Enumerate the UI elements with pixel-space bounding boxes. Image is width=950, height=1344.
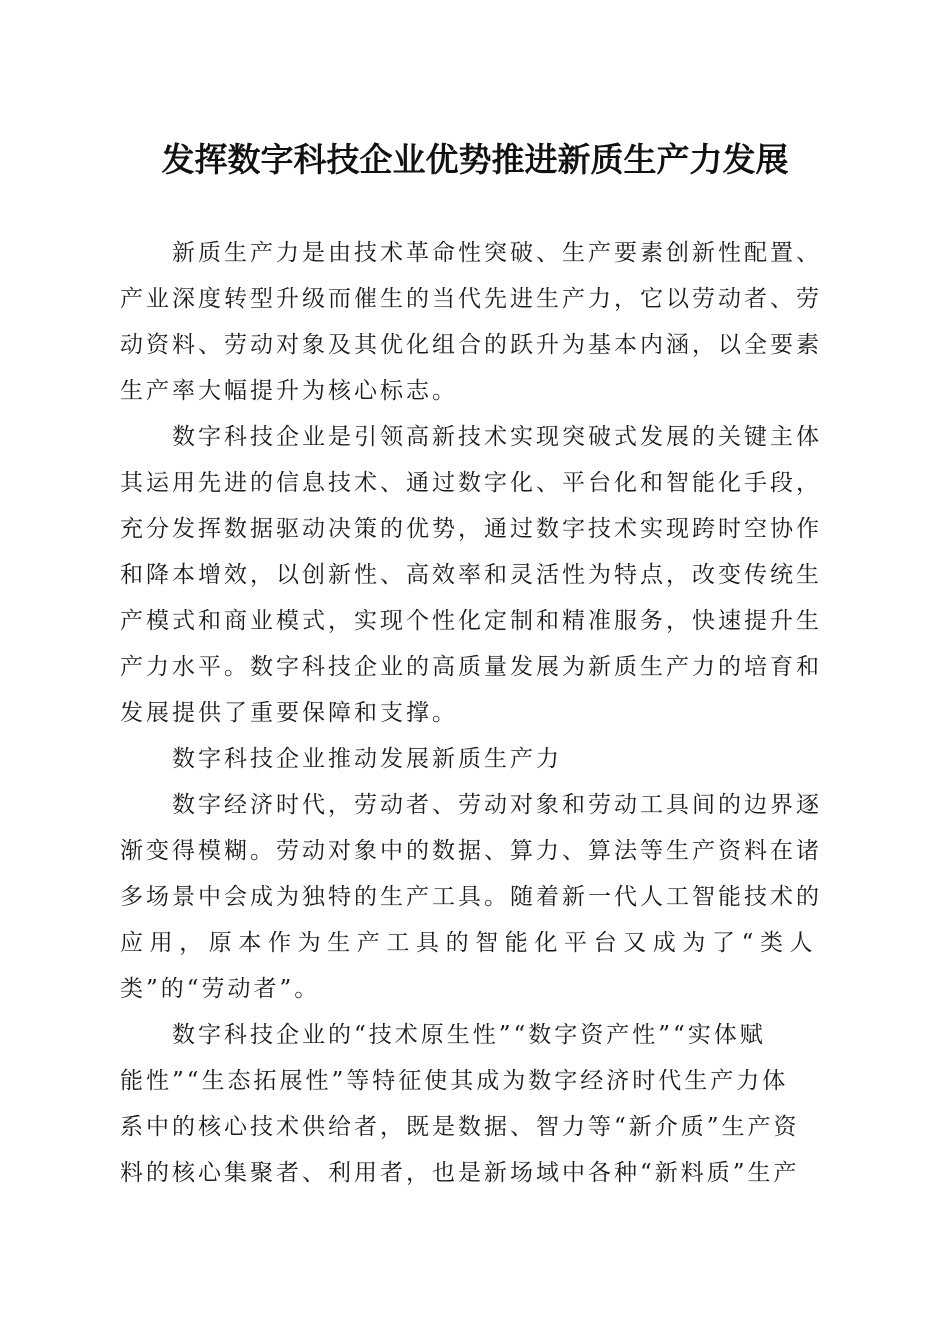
paragraph-1-line-1: 新质生产力是由技术革命性突破、生产要素创新性配置、 [172,240,822,266]
paragraph-2-line-2: 其运用先进的信息技术、通过数字化、平台化和智能化手段， [120,470,822,496]
paragraph-2-line-6: 产力水平。数字科技企业的高质量发展为新质生产力的培育和 [120,654,822,680]
section-heading: 数字科技企业推动发展新质生产力 [172,746,562,772]
document-body [120,230,828,1196]
paragraph-2-line-5: 产模式和商业模式，实现个性化定制和精准服务，快速提升生 [120,608,822,634]
paragraph-3-line-1: 数字经济时代，劳动者、劳动对象和劳动工具间的边界逐 [172,792,822,818]
paragraph-3-line-4: 应用，原本作为生产工具的智能化平台又成为了“类人 [120,930,820,956]
paragraph-3-line-3: 多场景中会成为独特的生产工具。随着新一代人工智能技术的 [120,884,822,910]
paragraph-1-line-2: 产业深度转型升级而催生的当代先进生产力，它以劳动者、劳 [120,286,822,312]
paragraph-1-line-4: 生产率大幅提升为核心标志。 [120,378,458,404]
paragraph-4-line-4: 料的核心集聚者、利用者，也是新场域中各种“新料质”生产 [120,1160,800,1186]
paragraph-3-line-2: 渐变得模糊。劳动对象中的数据、算力、算法等生产资料在诸 [120,838,822,864]
paragraph-1-line-3: 动资料、劳动对象及其优化组合的跃升为基本内涵，以全要素 [120,332,822,358]
paragraph-3-line-5: 类”的“劳动者”。 [120,976,321,1002]
paragraph-2-line-4: 和降本增效，以创新性、高效率和灵活性为特点，改变传统生 [120,562,822,588]
paragraph-4-line-1: 数字科技企业的“技术原生性”“数字资产性”“实体赋 [172,1022,766,1048]
paragraph-2-line-7: 发展提供了重要保障和支撑。 [120,700,458,726]
paragraph-4-line-3: 系中的核心技术供给者，既是数据、智力等“新介质”生产资 [120,1114,800,1140]
paragraph-4-line-2: 能性”“生态拓展性”等特征使其成为数字经济时代生产力体 [120,1068,789,1094]
paragraph-2-line-3: 充分发挥数据驱动决策的优势，通过数字技术实现跨时空协作 [120,516,822,542]
paragraph-2-line-1: 数字科技企业是引领高新技术实现突破式发展的关键主体 [172,424,822,450]
document-title: 发挥数字科技企业优势推进新质生产力发展 [161,140,789,179]
